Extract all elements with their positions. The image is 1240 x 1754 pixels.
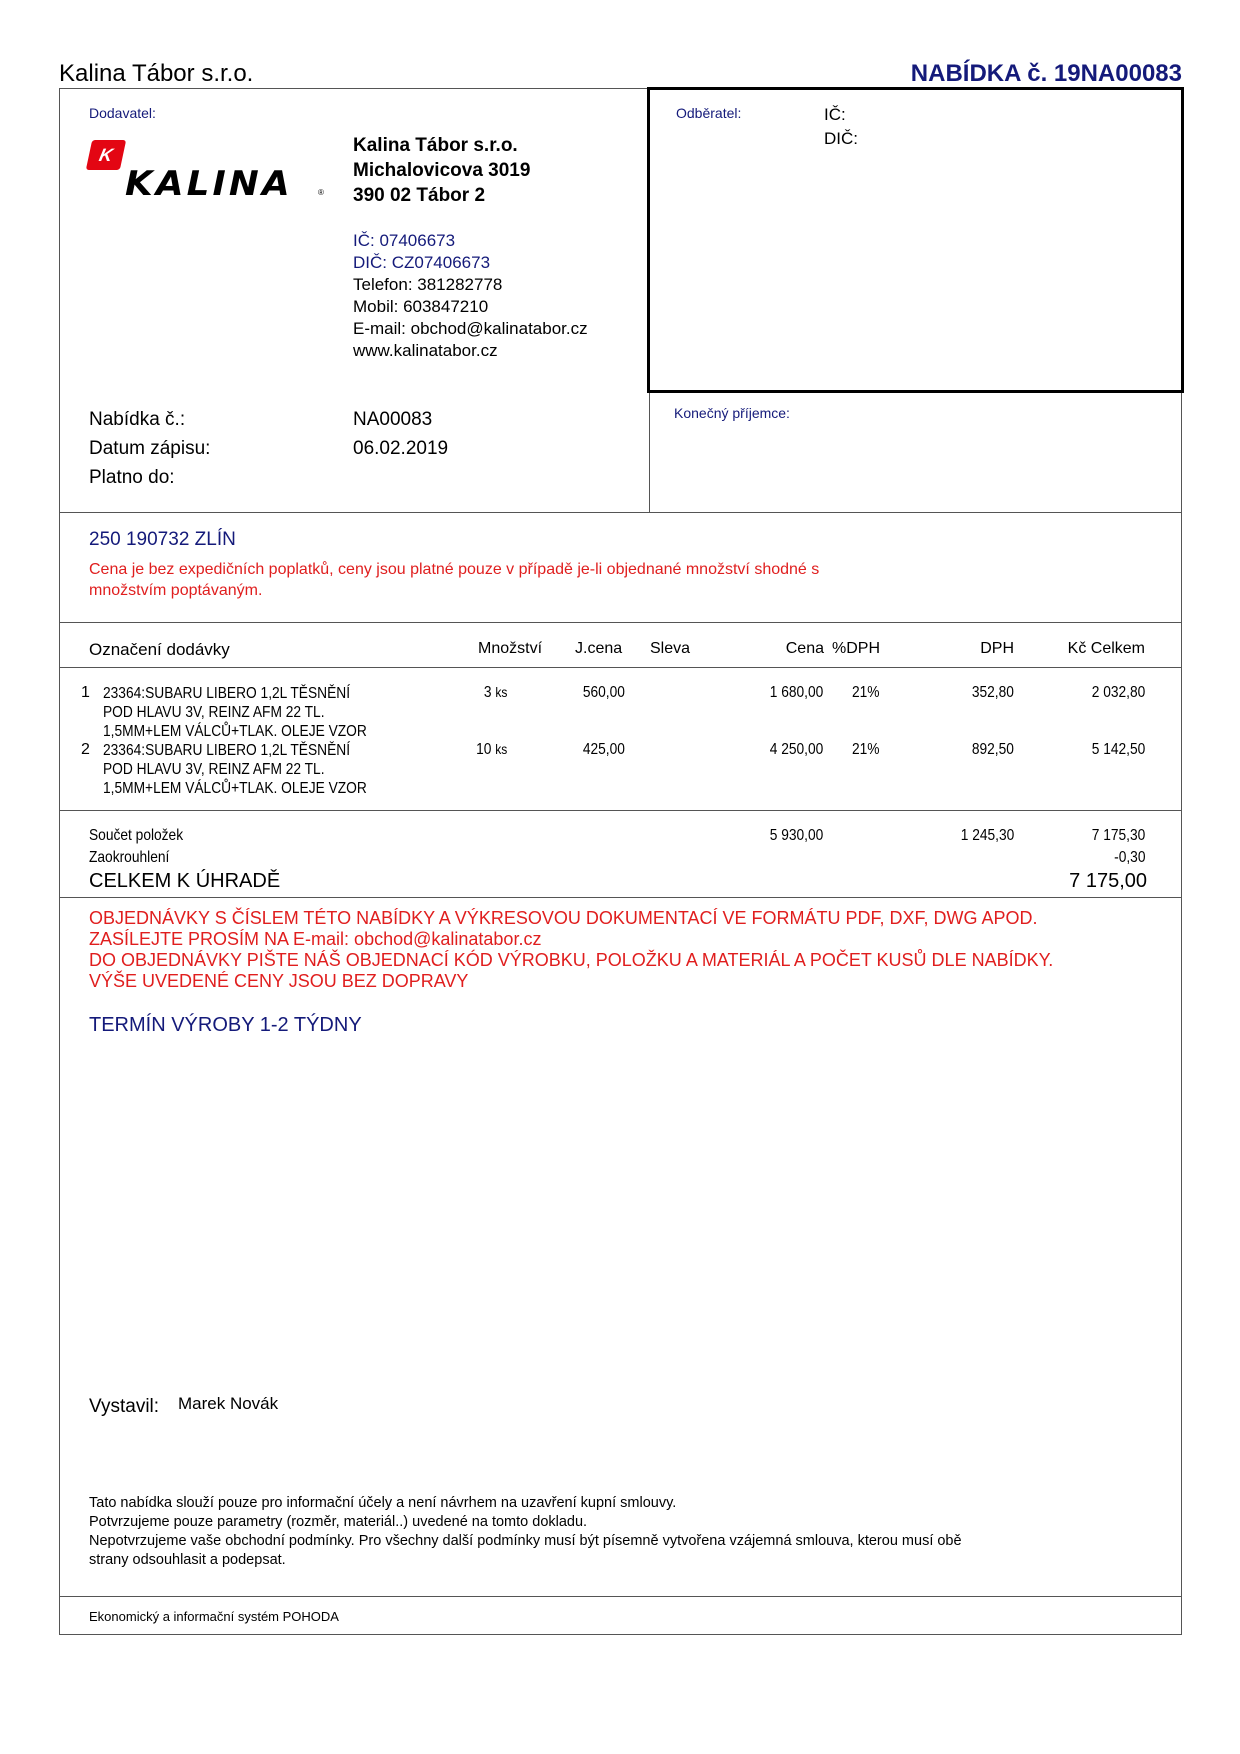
sum-total: 7 175,30 — [1091, 827, 1145, 844]
supplier-mobile: Mobil: 603847210 — [353, 297, 489, 316]
offer-number: NA00083 — [353, 409, 433, 430]
logo-wordmark: KALINA — [125, 164, 293, 204]
row-vat-pct: 21% — [852, 684, 880, 701]
table-row — [0, 741, 1240, 799]
production-term: TERMÍN VÝROBY 1-2 TÝDNY — [89, 1014, 362, 1036]
customer-ic: IČ: — [824, 105, 846, 124]
row-total: 2 032,80 — [1091, 684, 1145, 701]
supplier-phone: Telefon: 381282778 — [353, 275, 503, 294]
row-vat-pct: 21% — [852, 741, 880, 758]
sum-label: Součet položek — [89, 827, 184, 844]
offer-values — [353, 405, 448, 463]
row-unit-price: 560,00 — [582, 684, 625, 701]
sum-vat: 1 245,30 — [960, 827, 1014, 844]
sum-price: 5 930,00 — [769, 827, 823, 844]
company-name: Kalina Tábor s.r.o. — [59, 60, 254, 87]
document-title: NABÍDKA č. 19NA00083 — [910, 60, 1182, 87]
supplier-contacts — [353, 230, 588, 362]
order-instructions: OBJEDNÁVKY S ČÍSLEM TÉTO NABÍDKY A VÝKRESOVOU DOKUMENTACÍ VE FORMÁTU PDF, DXF, DWG APOD. ZASÍLEJTE PROSÍM NA E-mail: obchod@kalinatabor.cz DO OBJEDNÁVKY PIŠTE NÁŠ OBJEDNACÍ KÓD VÝROBKU, POLOŽKU A MATERIÁL A POČET KUSŮ DLE NABÍDKY. VÝŠE UVEDENÉ CENY JSOU BEZ DOPRAVY — [89, 908, 1054, 991]
note-text: Cena je bez expedičních poplatků, ceny jsou platné pouze v případě je-li objednané množství shodné s množstvím poptávaným. — [89, 561, 820, 599]
note-title: 250 190732 ZLÍN — [89, 529, 236, 550]
supplier-city: 390 02 Tábor 2 — [353, 185, 486, 206]
header-qty: Množství — [478, 640, 543, 657]
issuer-label: Vystavil: — [89, 1396, 160, 1417]
row-vat: 352,80 — [971, 684, 1014, 701]
supplier-street: Michalovicova 3019 — [353, 160, 531, 181]
supplier-label: Dodavatel: — [89, 105, 156, 121]
final-recipient-label: Konečný příjemce: — [674, 405, 790, 421]
customer-box — [647, 87, 1184, 393]
supplier-ic: IČ: 07406673 — [353, 231, 456, 250]
grand-total-value: 7 175,00 — [1069, 870, 1147, 892]
supplier-web: www.kalinatabor.cz — [353, 341, 498, 360]
supplier-address — [353, 133, 530, 208]
rounding-label: Zaokrouhlení — [89, 849, 170, 866]
row-price: 1 680,00 — [769, 684, 823, 701]
row-total: 5 142,50 — [1091, 741, 1145, 758]
row-number: 2 — [81, 741, 90, 758]
header-total: Kč Celkem — [1067, 640, 1145, 657]
row-vat: 892,50 — [971, 741, 1014, 758]
supplier-name: Kalina Tábor s.r.o. — [353, 135, 518, 156]
logo-mark-icon: K — [86, 140, 126, 170]
customer-dic: DIČ: — [824, 129, 858, 148]
header-vat: DPH — [980, 640, 1014, 657]
footer-system: Ekonomický a informační systém POHODA — [89, 1609, 339, 1624]
kalina-logo: K KALINA ® — [89, 138, 329, 202]
row-description: 23364:SUBARU LIBERO 1,2L TĚSNĚNÍ POD HLAVU 3V, REINZ AFM 22 TL. 1,5MM+LEM VÁLCŮ+TLAK. OLEJE VZOR — [103, 685, 367, 740]
offer-info — [89, 405, 210, 492]
rounding-value: -0,30 — [1113, 849, 1145, 866]
row-description: 23364:SUBARU LIBERO 1,2L TĚSNĚNÍ POD HLAVU 3V, REINZ AFM 22 TL. 1,5MM+LEM VÁLCŮ+TLAK. OLEJE VZOR — [103, 742, 367, 797]
issuer-name: Marek Novák — [178, 1394, 279, 1413]
supplier-email: E-mail: obchod@kalinatabor.cz — [353, 319, 588, 338]
row-price: 4 250,00 — [769, 741, 823, 758]
grand-total-label: CELKEM K ÚHRADĚ — [89, 870, 281, 892]
row-unit-price: 425,00 — [582, 741, 625, 758]
row-qty: 3 ks — [483, 684, 507, 701]
row-qty: 10 ks — [475, 741, 507, 758]
supplier-dic: DIČ: CZ07406673 — [353, 253, 491, 272]
header-vat-pct: %DPH — [832, 640, 881, 657]
disclaimer: Tato nabídka slouží pouze pro informační účely a není návrhem na uzavření kupní smlouvy. Potvrzujeme pouze parametry (rozměr, materiál..) uvedené na tomto dokladu. Nepotvrzujeme vaše obchodní podmínky. Pro všechny další podmínky musí být písemně vytvořena vzájemná smlouva, kterou musí obě strany odsouhlasit a podepsat. — [89, 1495, 962, 1568]
customer-label: Odběratel: — [676, 105, 742, 121]
header-price: Cena — [785, 640, 824, 657]
header-item: Označení dodávky — [89, 640, 230, 659]
header-discount: Sleva — [650, 640, 691, 657]
offer-date-label: Datum zápisu: — [89, 438, 211, 459]
offer-date: 06.02.2019 — [353, 438, 449, 459]
offer-number-label: Nabídka č.: — [89, 409, 186, 430]
row-number: 1 — [81, 684, 90, 701]
header-unit-price: J.cena — [575, 640, 623, 657]
table-row — [0, 684, 1240, 742]
offer-valid-label: Platno do: — [89, 467, 175, 488]
